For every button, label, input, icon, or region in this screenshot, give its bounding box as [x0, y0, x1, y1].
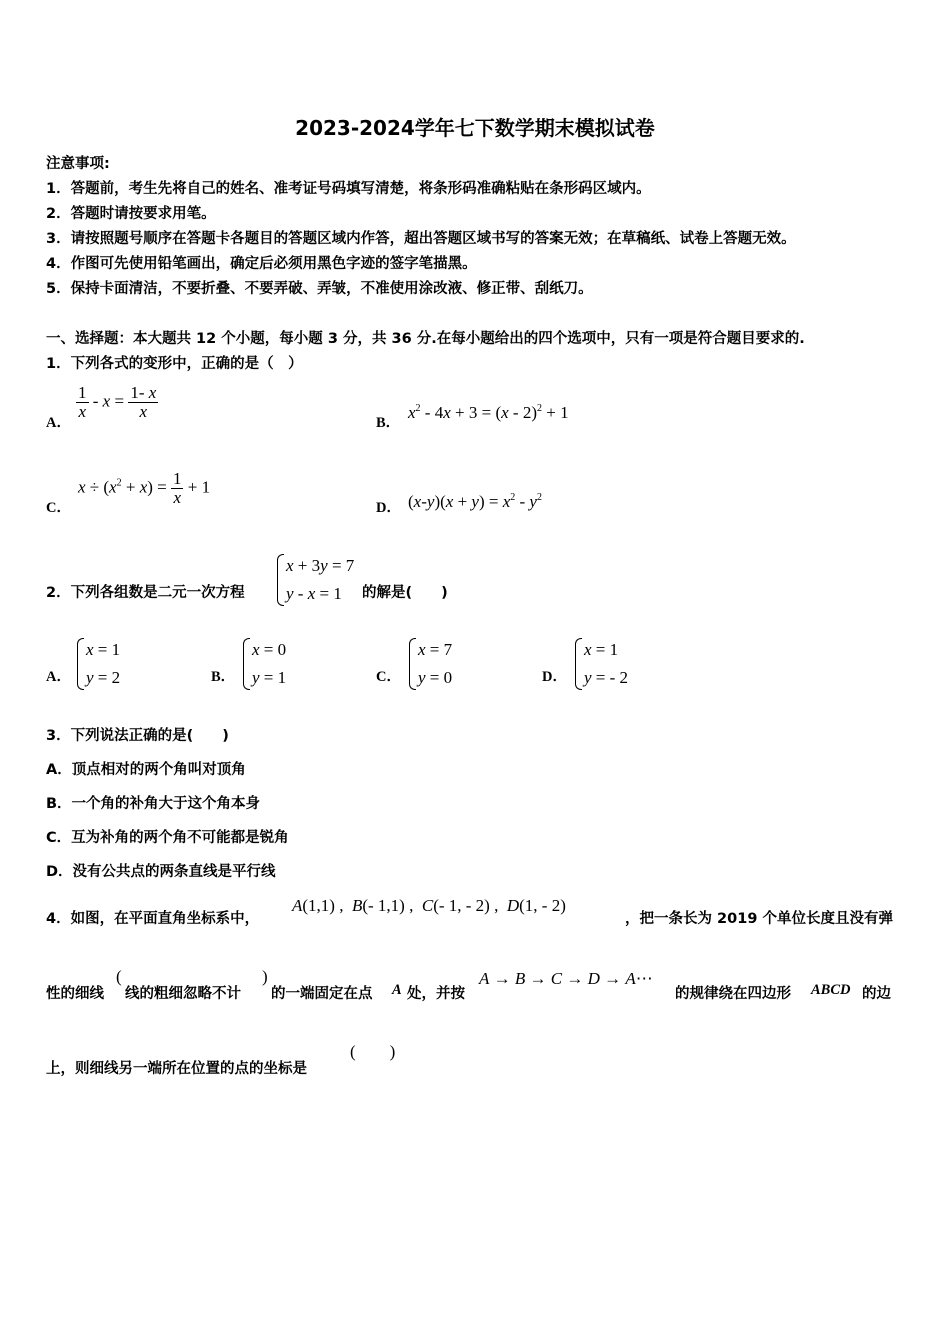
question-3-stem: 3．下列说法正确的是( )	[46, 728, 229, 744]
q1-option-b-formula: $x^2 - 4x + 3 = (x - 2)^2 + 1$	[408, 403, 569, 422]
q2-option-a-label: A．	[46, 669, 71, 685]
q4-answer-blank: ( )	[350, 1042, 396, 1061]
q4-close-paren: )	[262, 967, 268, 986]
q1-option-d-formula: $(x-y)(x + y) = x^2 - y^2$	[408, 492, 542, 511]
question-2-stem: 2．下列各组数是二元一次方程	[46, 585, 245, 601]
notice-item: 3．请按照题号顺序在答题卡各题目的答题区域内作答，超出答题区域书写的答案无效；在草稿纸、试卷上答题无效。	[46, 231, 796, 247]
q4-line2-b: 线的粗细忽略不计	[125, 986, 241, 1002]
q1-option-d-label: D．	[376, 500, 401, 516]
q4-line2-f: 的边	[862, 986, 891, 1002]
question-2-stem-end: 的解是( )	[362, 585, 448, 601]
q2-option-c-system: x = 7 y = 0	[409, 636, 452, 692]
q2-option-c-label: C．	[376, 669, 401, 685]
q4-line2-d: 处，并按	[407, 986, 465, 1002]
notice-item: 5．保持卡面清洁，不要折叠、不要弄破、弄皱，不准使用涂改液、修正带、刮纸刀。	[46, 281, 593, 297]
question-4-stem: 4．如图，在平面直角坐标系中，	[46, 911, 260, 927]
question-4-stem-cont: ，把一条长为 2019 个单位长度且没有弹	[625, 911, 893, 927]
question-1-stem: 1．下列各式的变形中，正确的是（ ）	[46, 356, 303, 372]
q1-option-b-label: B．	[376, 415, 401, 431]
q4-path-formula: A → B → C → D → A⋯	[479, 969, 653, 988]
notice-heading: 注意事项:	[46, 156, 110, 172]
q2-option-d-system: x = 1 y = - 2	[575, 636, 628, 692]
q1-option-c-label: C．	[46, 500, 71, 516]
page-title: 2023-2024学年七下数学期末模拟试卷	[295, 116, 655, 140]
notice-item: 1．答题前，考生先将自己的姓名、准考证号码填写清楚，将条形码准确粘贴在条形码区域内。	[46, 181, 651, 197]
q2-option-d-label: D．	[542, 669, 567, 685]
q2-option-b-system: x = 0 y = 1	[243, 636, 286, 692]
q3-option-d: D．没有公共点的两条直线是平行线	[46, 864, 276, 880]
q2-option-a-system: x = 1 y = 2	[77, 636, 120, 692]
q4-line2-e: 的规律绕在四边形	[675, 986, 791, 1002]
section-heading: 一、选择题：本大题共 12 个小题，每小题 3 分，共 36 分.在每小题给出的四个选项中，只有一项是符合题目要求的.	[46, 331, 805, 347]
q3-option-c: C．互为补角的两个角不可能都是锐角	[46, 830, 289, 846]
q1-option-c-formula: $x \div (x^2 + x)$ = $\frac{1}{x}$ + 1	[78, 469, 211, 507]
notice-item: 4．作图可先使用铅笔画出，确定后必须用黑色字迹的签字笔描黑。	[46, 256, 477, 272]
q4-line2-a: 性的细线	[46, 986, 104, 1002]
q4-quadrilateral: ABCD	[811, 982, 851, 998]
q4-line3: 上，则细线另一端所在位置的点的坐标是	[46, 1061, 307, 1077]
q2-option-b-label: B．	[211, 669, 236, 685]
q1-option-a-formula: $\frac{1}{x}$ - x = $\frac{1- x}{x}$	[78, 383, 157, 421]
q4-points-formula: A(1,1) , B(- 1,1) , C(- 1, - 2) , D(1, - 2)	[292, 896, 566, 915]
q1-option-a-label: A．	[46, 415, 71, 431]
notice-item: 2．答题时请按要求用笔。	[46, 206, 216, 222]
q2-equation-system: x + 3y = 7 y - x = 1	[277, 552, 354, 608]
q3-option-b: B．一个角的补角大于这个角本身	[46, 796, 261, 812]
q4-point-a: A	[392, 982, 402, 998]
q4-line2-c: 的一端固定在点	[271, 986, 373, 1002]
q3-option-a: A．顶点相对的两个角叫对顶角	[46, 762, 246, 778]
q4-open-paren: (	[116, 967, 122, 986]
